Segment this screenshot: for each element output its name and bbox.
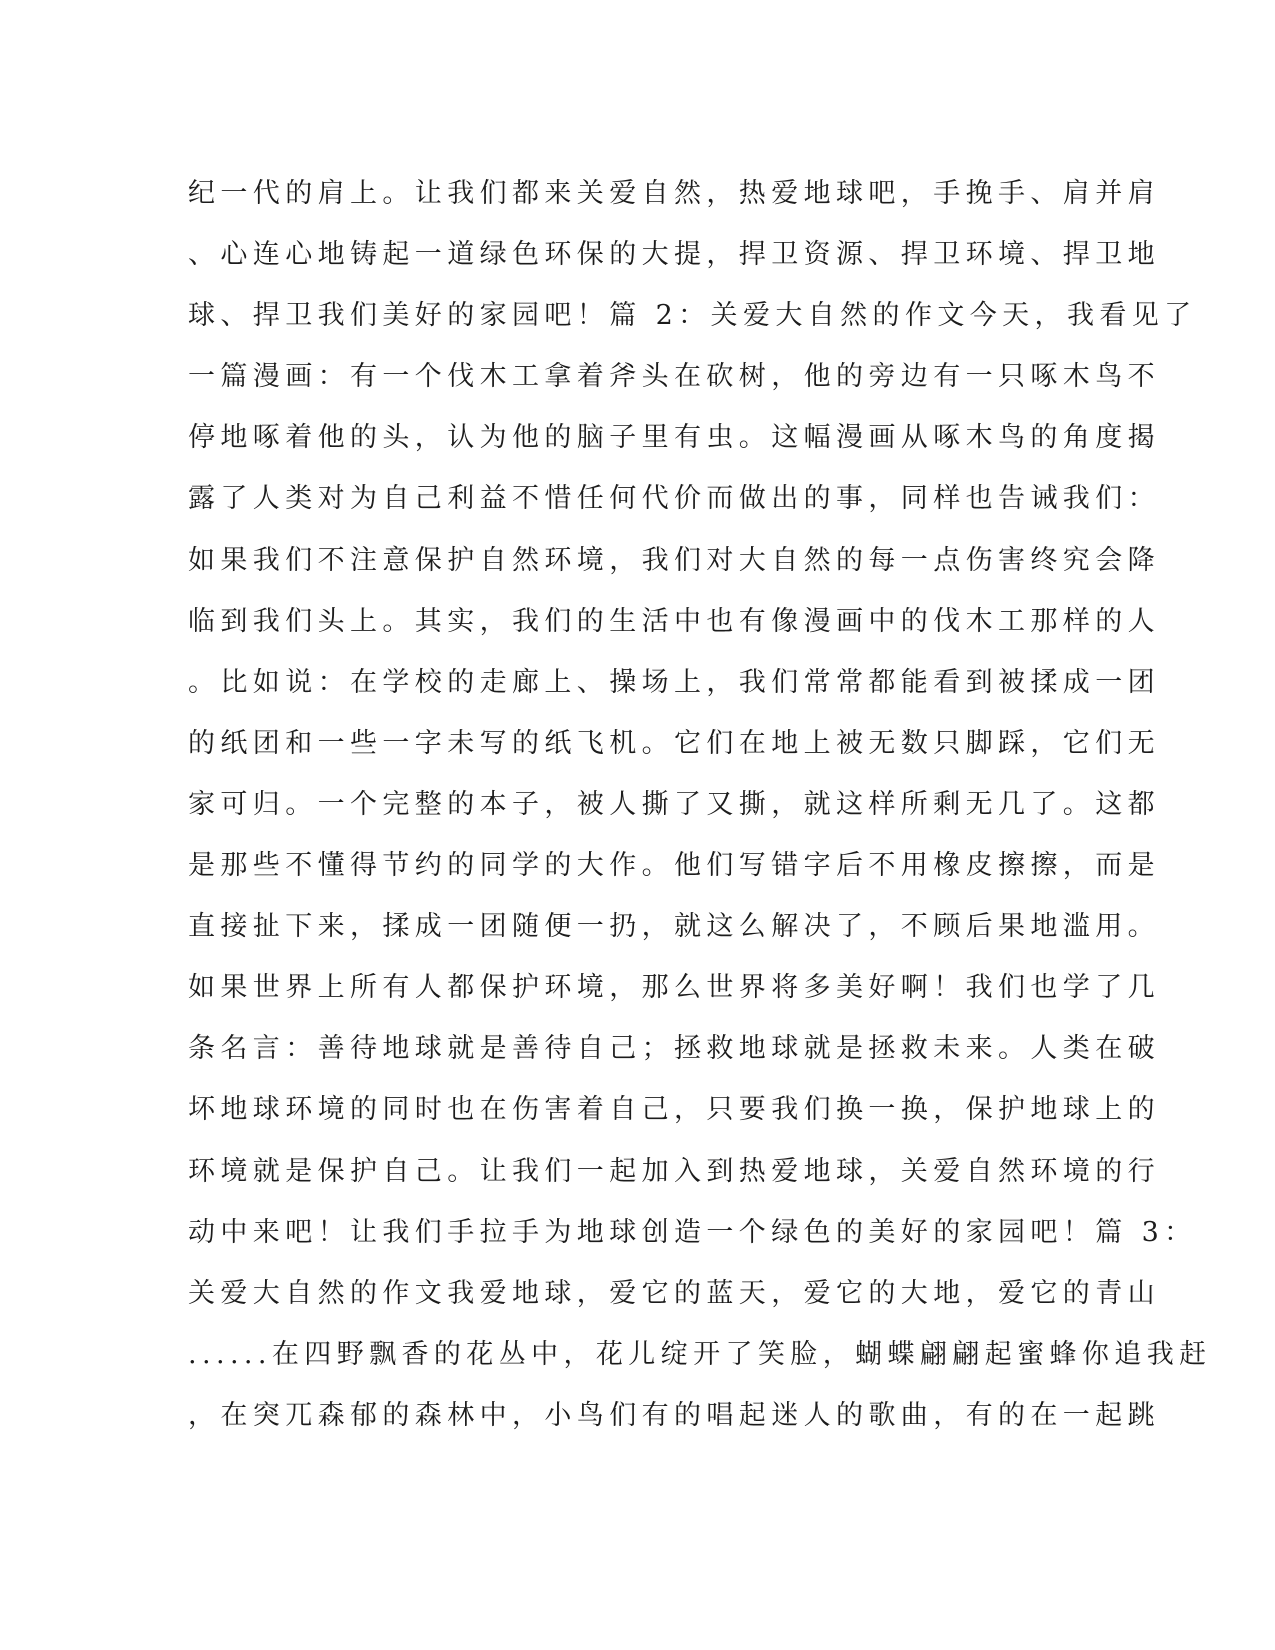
text-line: 如果我们不注意保护自然环境，我们对大自然的每一点伤害终究会降 bbox=[188, 544, 1160, 576]
text-line: 家可归。一个完整的本子，被人撕了又撕，就这样所剩无几了。这都 bbox=[188, 788, 1160, 820]
text-line: 直接扯下来，揉成一团随便一扔，就这么解决了，不顾后果地滥用。 bbox=[188, 911, 1160, 943]
essay-body bbox=[188, 163, 1212, 1446]
text-line: 条名言：善待地球就是善待自己；拯救地球就是拯救未来。人类在破 bbox=[188, 1033, 1160, 1065]
text-line: 、心连心地铸起一道绿色环保的大提，捍卫资源、捍卫环境、捍卫地 bbox=[188, 239, 1160, 271]
text-line: 的纸团和一些一字未写的纸飞机。它们在地上被无数只脚踩，它们无 bbox=[188, 727, 1160, 759]
text-line: ，在突兀森郁的森林中，小鸟们有的唱起迷人的歌曲，有的在一起跳 bbox=[188, 1399, 1160, 1431]
text-line: 坏地球环境的同时也在伤害着自己，只要我们换一换，保护地球上的 bbox=[188, 1094, 1160, 1126]
text-line: 一篇漫画：有一个伐木工拿着斧头在砍树，他的旁边有一只啄木鸟不 bbox=[188, 361, 1160, 393]
text-line: 环境就是保护自己。让我们一起加入到热爱地球，关爱自然环境的行 bbox=[188, 1155, 1160, 1187]
text-line: 动中来吧！让我们手拉手为地球创造一个绿色的美好的家园吧！篇 3： bbox=[188, 1216, 1197, 1248]
text-line: 是那些不懂得节约的同学的大作。他们写错字后不用橡皮擦擦，而是 bbox=[188, 850, 1160, 882]
text-line: 。比如说：在学校的走廊上、操场上，我们常常都能看到被揉成一团 bbox=[188, 666, 1160, 698]
text-line: 露了人类对为自己利益不惜任何代价而做出的事，同样也告诫我们： bbox=[188, 483, 1160, 515]
text-line: 如果世界上所有人都保护环境，那么世界将多美好啊！我们也学了几 bbox=[188, 972, 1160, 1004]
text-line: 球、捍卫我们美好的家园吧！篇 2：关爱大自然的作文今天，我看见了 bbox=[188, 300, 1197, 332]
text-line: ......在四野飘香的花丛中，花儿绽开了笑脸，蝴蝶翩翩起蜜蜂你追我赶 bbox=[188, 1338, 1212, 1370]
text-line: 临到我们头上。其实，我们的生活中也有像漫画中的伐木工那样的人 bbox=[188, 605, 1160, 637]
text-line: 停地啄着他的头，认为他的脑子里有虫。这幅漫画从啄木鸟的角度揭 bbox=[188, 422, 1160, 454]
text-line: 纪一代的肩上。让我们都来关爱自然，热爱地球吧，手挽手、肩并肩 bbox=[188, 178, 1160, 209]
text-line: 关爱大自然的作文我爱地球，爱它的蓝天，爱它的大地，爱它的青山 bbox=[188, 1277, 1160, 1309]
